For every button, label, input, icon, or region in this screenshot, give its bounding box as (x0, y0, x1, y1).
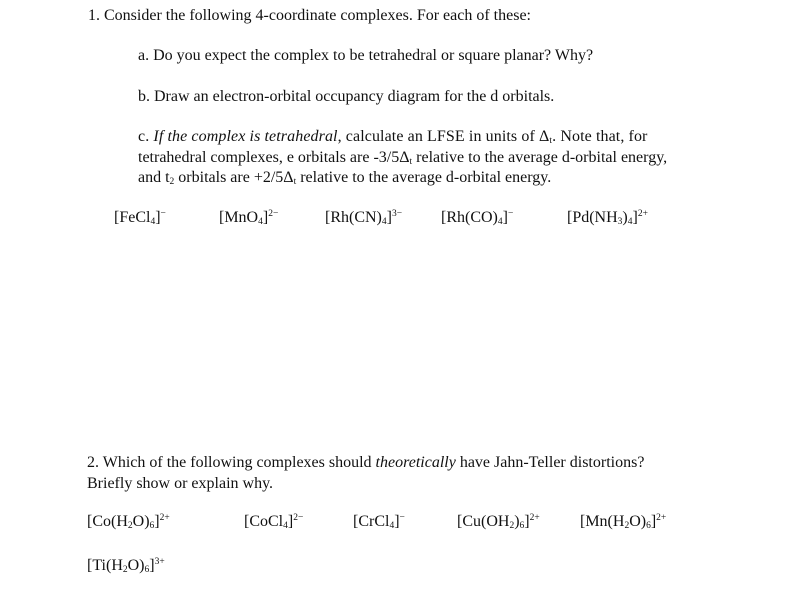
complex-crcl4: [CrCl$_4$]− (353, 513, 405, 531)
complex-cocl4: [CoCl$_4$]$^{2-}$ (244, 513, 304, 531)
complex-fecl4: [FeCl$_4$]− (114, 209, 166, 227)
complex-pdnh34: $[Pd(NH_3)_4]^{2+}$ (567, 209, 648, 227)
complex-rhco4: $[Rh(CO)_4]^-$ (441, 209, 514, 227)
complex-rhcn4: $[Rh(CN)_4]^{3-}$ (325, 209, 403, 227)
question-1a: a. Do you expect the complex to be tetrahedral or square planar? Why? (138, 47, 594, 64)
complex-cuoh26: $[Cu(OH_2)_6]^{2+}$ (457, 513, 540, 531)
question-1b: b. Draw an electron-orbital occupancy diagram for the d orbitals. (138, 88, 555, 105)
question-2: 2. Which of the following complexes should theoretically have Jahn-Teller distortions? Briefly show or explain why. (87, 454, 645, 492)
complex-tih2o6: $[Ti(H_2O)_6]^{3+}$ (87, 557, 165, 575)
question-1c: c. If the complex is tetrahedral, calculate an LFSE in units of $\Delta_t$. Note that, for tetrahedral complexes, e orbitals are $-3/5\Delta_t$ relative to the average d-orbital energy, and $t_2$ orbitals are $+2/5\Delta_t$ relative to the average d-orbital energy. (138, 128, 668, 187)
question-1-stem: 1. Consider the following 4-coordinate complexes. For each of these: (88, 7, 531, 24)
complex-coh2o6: $[Co(H_2O)_6]^{2+}$ (87, 513, 170, 531)
complex-mno4: $[MnO_4]^{2-}$ (219, 209, 279, 227)
complex-mnh2o6: $[Mn(H_2O)_6]^{2+}$ (580, 513, 667, 531)
